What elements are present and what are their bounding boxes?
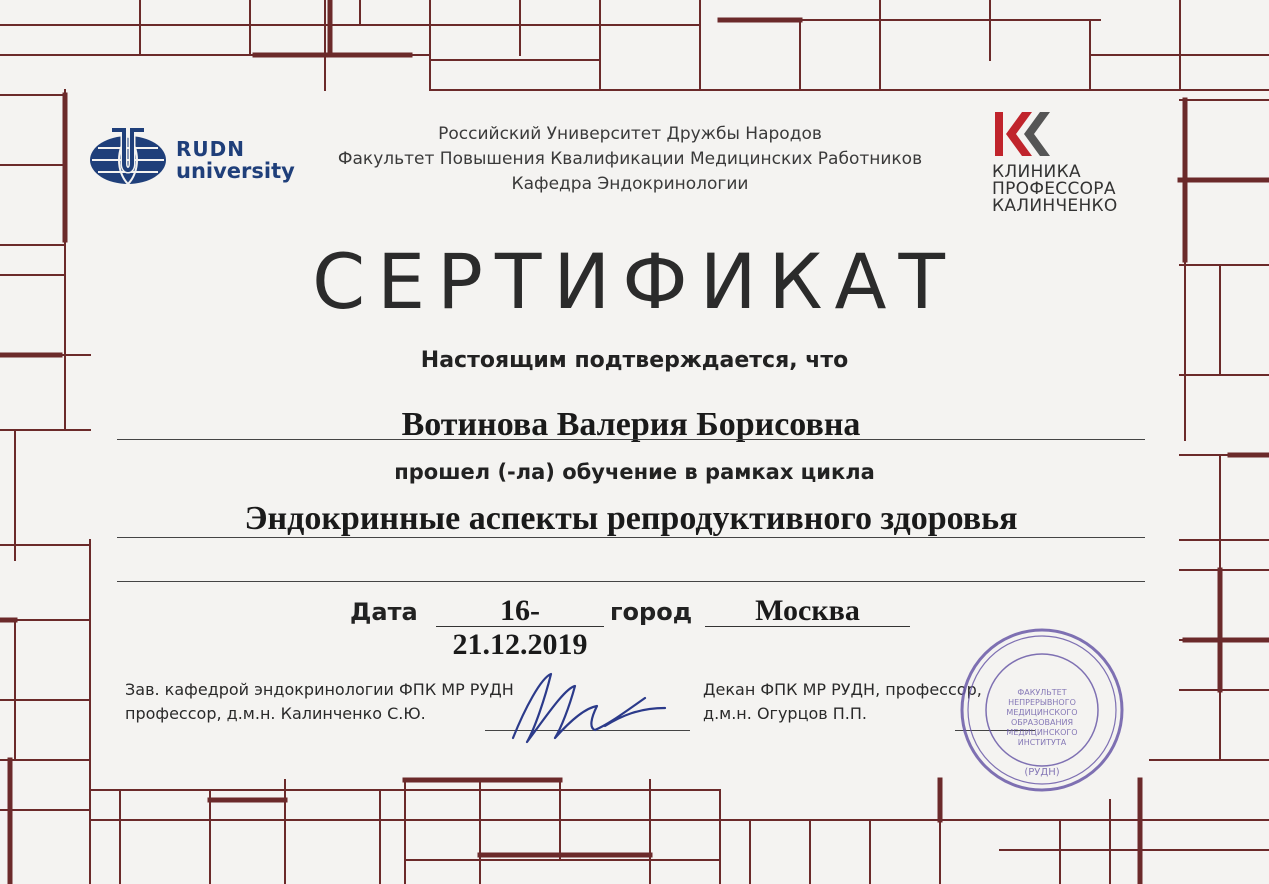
stamp-bottom-text: (РУДН) (1024, 767, 1060, 778)
rudn-wordmark-line1: RUDN (176, 137, 245, 161)
blank-underline (117, 581, 1145, 582)
recipient-underline (117, 439, 1145, 440)
date-value: 16-21.12.2019 (452, 594, 588, 661)
stamp-inner-text: ФАКУЛЬТЕТ НЕПРЕРЫВНОГО МЕДИЦИНСКОГО ОБРАЗОВАНИЯ МЕДИЦИНСКОГО ИНСТИТУТА (1006, 688, 1078, 747)
date-label: Дата (350, 598, 418, 626)
certificate-title: СЕРТИФИКАТ (312, 237, 957, 326)
department-name: Кафедра Эндокринологии (511, 174, 749, 194)
handwritten-signature (505, 668, 675, 748)
completion-text: прошел (-ла) обучение в рамках цикла (394, 460, 875, 484)
signatory-position: Декан ФПК МР РУДН, профессор, (703, 680, 982, 699)
official-stamp (957, 625, 1127, 795)
faculty-name: Факультет Повышения Квалификации Медицинских Работников (337, 149, 923, 169)
clinic-wordmark-line: КАЛИНЧЕНКО (992, 196, 1118, 216)
rudn-wordmark (176, 138, 295, 182)
city-value: Москва (755, 594, 860, 627)
rudn-globe-icon (88, 124, 168, 194)
rudn-logo (88, 124, 303, 194)
course-underline (117, 537, 1145, 538)
signatory-name: д.м.н. Огурцов П.П. (703, 704, 867, 723)
university-name: Российский Университет Дружбы Народов (438, 124, 822, 144)
city-label: город (610, 598, 693, 626)
course-name: Эндокринные аспекты репродуктивного здоровья (244, 500, 1018, 537)
clinic-wordmark-line: ПРОФЕССОРА (992, 179, 1116, 199)
confirmation-text: Настоящим подтверждается, что (420, 348, 849, 373)
signatory-position: Зав. кафедрой эндокринологии ФПК МР РУДН (125, 680, 514, 699)
clinic-logo (992, 110, 1162, 220)
clinic-kk-icon (992, 110, 1062, 160)
clinic-wordmark (992, 164, 1118, 215)
city-underline (705, 626, 910, 627)
signatory-name: профессор, д.м.н. Калинченко С.Ю. (125, 704, 426, 723)
date-city-row (350, 594, 970, 661)
recipient-name: Вотинова Валерия Борисовна (401, 406, 861, 443)
clinic-wordmark-line: КЛИНИКА (992, 162, 1081, 182)
date-underline (436, 626, 604, 627)
rudn-wordmark-line2: university (176, 159, 295, 183)
organization-header (300, 122, 960, 197)
